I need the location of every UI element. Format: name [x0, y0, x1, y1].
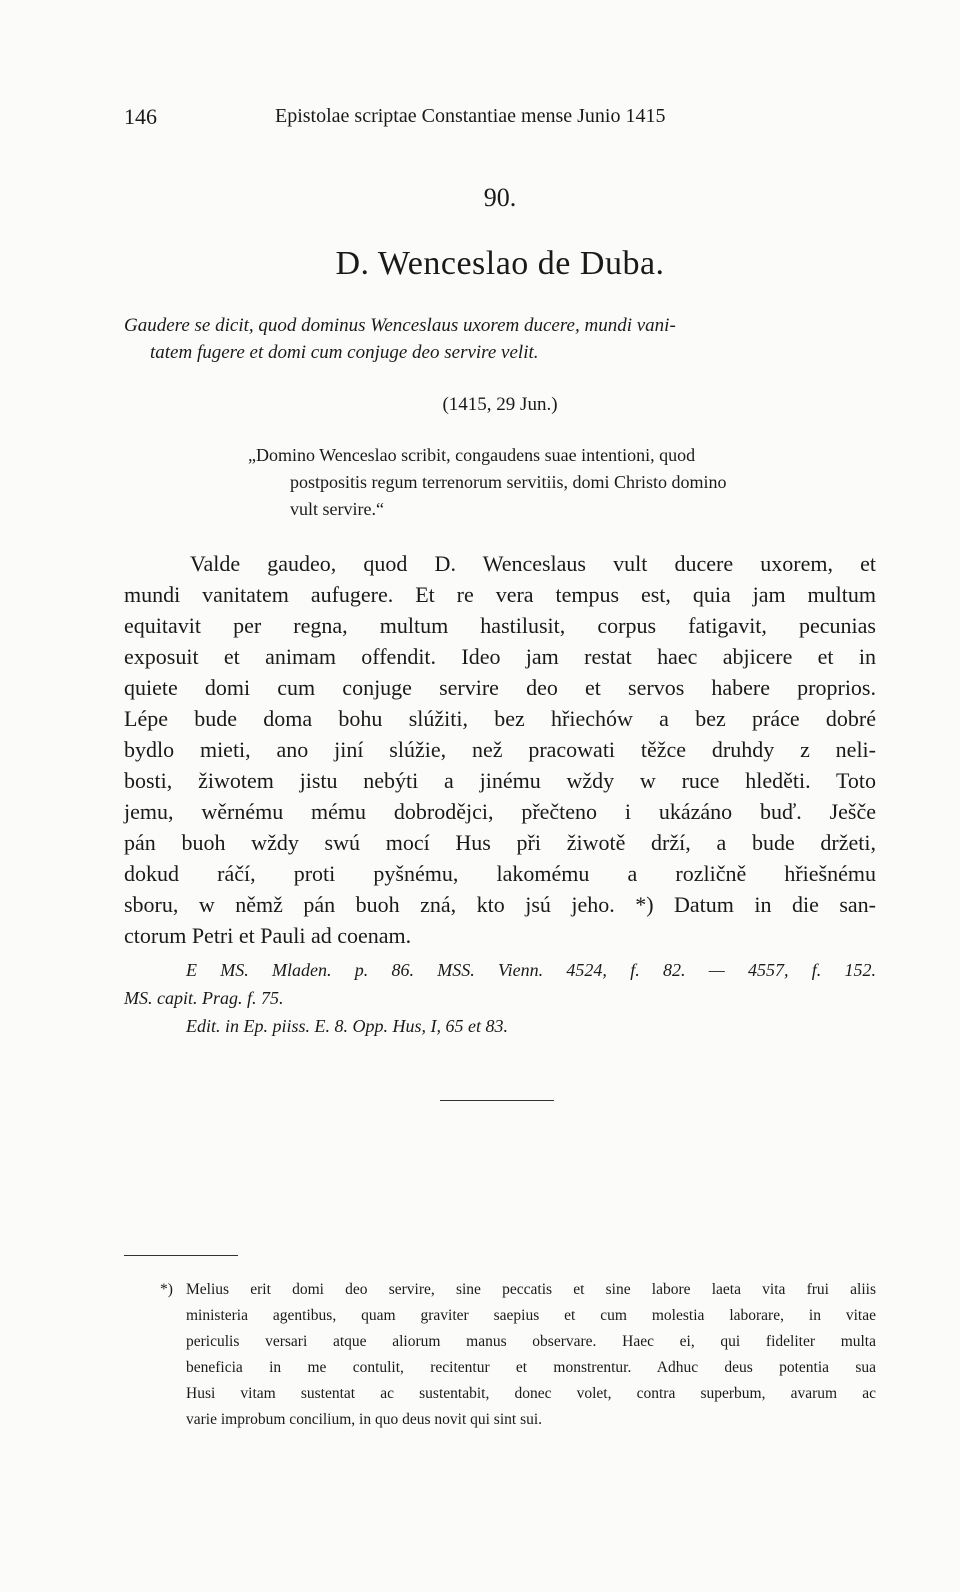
body-line: pán buoh wždy swú mocí Hus při žiwotě drží, a bude držeti, [124, 830, 876, 855]
body-line: equitavit per regna, multum hastilusit, corpus fatigavit, pecunias [124, 613, 876, 638]
footnote-line: Husi vitam sustentat ac sustentabit, donec volet, contra superbum, avarum ac [186, 1385, 876, 1402]
body-line: bydlo mieti, ano jiní slúžie, než pracowati těžce druhdy z neli- [124, 737, 876, 762]
letter-end-rule [440, 1100, 554, 1101]
summary-line: Gaudere se dicit, quod dominus Wenceslaus uxorem ducere, mundi vani- [124, 315, 676, 336]
body-line: mundi vanitatem aufugere. Et re vera tempus est, quia jam multum [124, 582, 876, 607]
body-line: exposuit et animam offendit. Ideo jam restat haec abjicere et in [124, 644, 876, 669]
footnote-line: varie improbum concilium, in quo deus novit qui sint sui. [186, 1411, 543, 1428]
body-line: ctorum Petri et Pauli ad coenam. [124, 923, 412, 948]
footnote-line: ministeria agentibus, quam graviter saepius et cum molestia laborare, in vitae [186, 1307, 876, 1324]
letter-summary [124, 312, 876, 366]
body-line: quiete domi cum conjuge servire deo et servos habere proprios. [124, 675, 876, 700]
manuscript-sources [124, 956, 876, 1040]
letter-title: D. Wenceslao de Duba. [335, 245, 665, 282]
source-line: Edit. in Ep. piiss. E. 8. Opp. Hus, I, 65 et 83. [186, 1016, 508, 1036]
letter-body [124, 548, 876, 951]
source-line: MS. capit. Prag. f. 75. [124, 988, 284, 1008]
rubric-line: „Domino Wenceslao scribit, congaudens suae intentioni, quod [248, 445, 696, 465]
page-number: 146 [124, 104, 157, 129]
body-line: dokud ráčí, proti pyšnému, lakomému a rozličně hřiešnému [124, 861, 876, 886]
source-line: E MS. Mladen. p. 86. MSS. Vienn. 4524, f. 82. — 4557, f. 152. [186, 960, 876, 980]
letter-number: 90. [483, 183, 517, 212]
footnote-line: beneficia in me contulit, recitentur et monstrentur. Adhuc deus potentia sua [186, 1359, 876, 1376]
footnote-marker: *) [160, 1281, 173, 1298]
running-head: Epistolae scriptae Constantiae mense Junio 1415 [275, 105, 666, 127]
footnote-line: periculis versari atque aliorum manus observare. Haec ei, qui fideliter multa [186, 1333, 876, 1350]
letter-date: (1415, 29 Jun.) [442, 394, 558, 415]
body-line: jemu, wěrnému mému dobrodějci, přečteno i ukázáno buď. Ješče [124, 799, 876, 824]
rubric-line: postpositis regum terrenorum servitiis, domi Christo domino [290, 472, 727, 492]
footnote [124, 1277, 876, 1433]
body-line: Lépe bude doma bohu slúžiti, bez hřiechów a bez práce dobré [124, 706, 876, 731]
footnote-rule [124, 1255, 238, 1256]
letter-rubric [248, 442, 876, 523]
body-line: bosti, žiwotem jistu nebýti a jinému wždy w ruce hleděti. Toto [124, 768, 876, 793]
footnote-line: Melius erit domi deo servire, sine peccatis et sine labore laeta vita frui aliis [186, 1281, 876, 1298]
rubric-line: vult servire.“ [290, 499, 384, 519]
body-line: sboru, w němž pán buoh zná, kto jsú jeho. *) Datum in die san- [124, 892, 876, 917]
body-line: Valde gaudeo, quod D. Wenceslaus vult ducere uxorem, et [190, 551, 876, 576]
summary-line: tatem fugere et domi cum conjuge deo servire velit. [150, 342, 539, 363]
